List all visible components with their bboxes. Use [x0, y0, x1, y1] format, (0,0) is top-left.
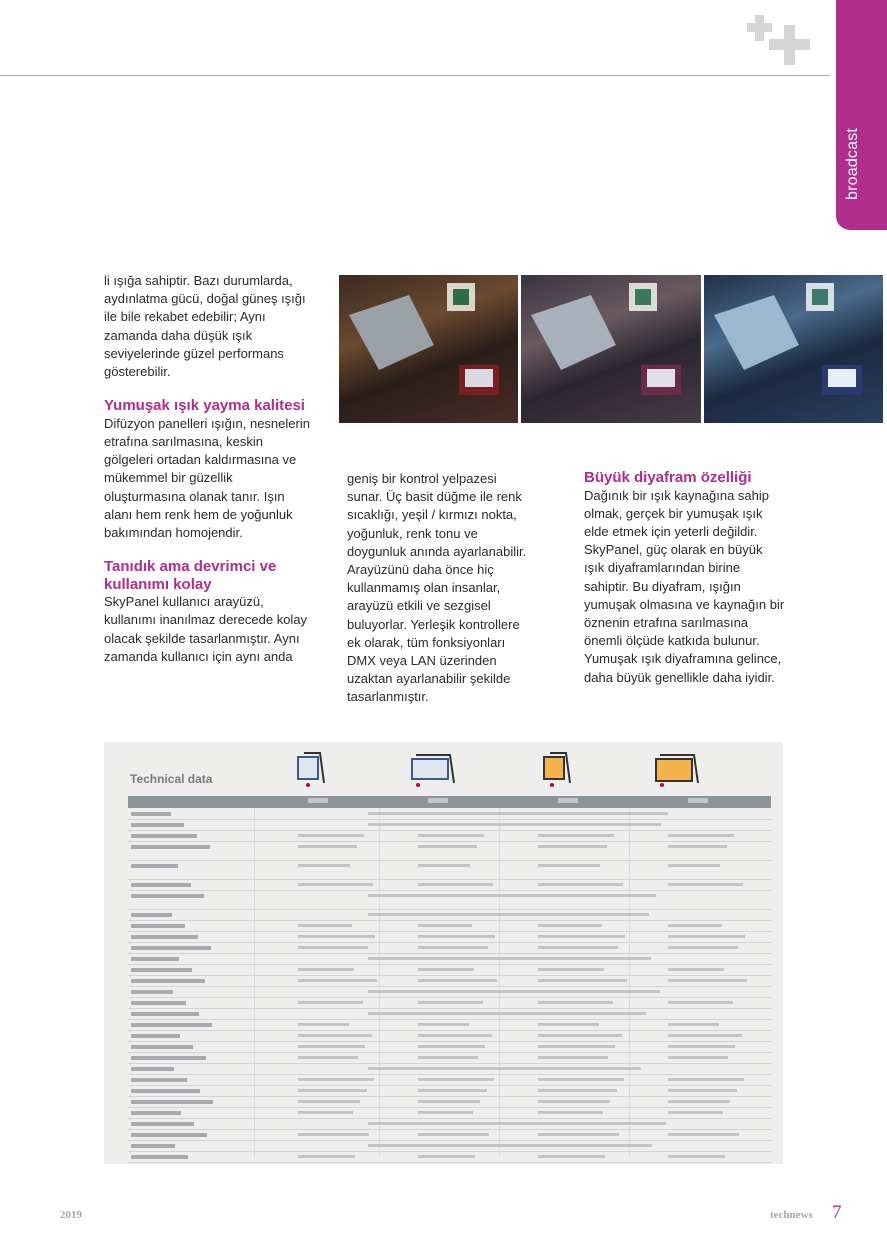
- table-row: [128, 1020, 771, 1031]
- photo-warm: [339, 275, 518, 423]
- table-row: [128, 1075, 771, 1086]
- column-1: [104, 272, 314, 666]
- table-row: [128, 891, 771, 910]
- col1-heading-2: Tanıdık ama devrimci ve kullanımı kolay: [104, 558, 277, 593]
- table-row: [128, 1042, 771, 1053]
- table-row: [128, 1064, 771, 1075]
- table-title: Technical data: [130, 772, 213, 786]
- table-row: [128, 861, 771, 880]
- table-row: [128, 831, 771, 842]
- footer-brand: technews: [770, 1209, 813, 1221]
- col1-body-1: Difüzyon panelleri ışığın, nesnelerin etrafına sarılmasına, keskin gölgeleri ortadan kaldırmasına ve mükemmel bir güzellik oluşturmasına olanak tanır. Işın alanı hem renk hem de yoğunluk bakımından homojendir.: [104, 415, 310, 540]
- table-row: [128, 932, 771, 943]
- table-row: [128, 1097, 771, 1108]
- col3-body: Dağınık bir ışık kaynağına sahip olmak, gerçek bir yumuşak ışık elde etmek için yeterli değildir. SkyPanel, güç olarak en büyük ışık diyaframlarından birine sahiptir. Bu diyafram, ışığın yumuşak olmasına ve kaynağın bir öznenin etrafına sarılmasına önemli ölçüde katkıda bulunur. Yumuşak ışık diyaframına gelince, daha büyük genellikle daha iyidir.: [584, 487, 785, 685]
- table-row: [128, 1108, 771, 1119]
- column-3: [584, 469, 786, 687]
- table-row: [128, 880, 771, 891]
- table-row: [128, 976, 771, 987]
- lamp-s60c-icon: [290, 749, 330, 794]
- table-row: [128, 809, 771, 820]
- table-row: [128, 965, 771, 976]
- table-row: [128, 842, 771, 861]
- table-row: [128, 1141, 771, 1152]
- table-row: [128, 1163, 771, 1164]
- lamp-s30rp-icon: [536, 749, 576, 794]
- table-row: [128, 910, 771, 921]
- col1-heading-1: Yumuşak ışık yayma kalitesi: [104, 397, 305, 415]
- footer-year: 2019: [60, 1209, 82, 1221]
- lamp-s60c-large-icon: [406, 749, 458, 794]
- photo-neutral: [521, 275, 701, 423]
- header-rule: [0, 75, 830, 76]
- col2-body: geniş bir kontrol yelpazesi sunar. Üç basit düğme ile renk sıcaklığı, yeşil / kırmızı nokta, yoğunluk, renk tonu ve doygunluk anında ayarlanabilir. Arayüzünü daha önce hiç kullanmamış olan insanlar, arayüzü etkili ve sezgisel buluyorlar. Yerleşik kontrollere ek olarak, tüm fonksiyonları DMX veya LAN üzerinden uzaktan ayarlanabilir şekilde tasarlanmıştır.: [347, 471, 527, 705]
- table-row: [128, 954, 771, 965]
- table-row: [128, 1086, 771, 1097]
- table-row: [128, 820, 771, 831]
- col1-body-2: SkyPanel kullanıcı arayüzü, kullanımı inanılmaz derecede kolay olacak şekilde tasarlanmıştır. Aynı zamanda kullanıcı için aynı anda: [104, 594, 308, 664]
- table-row: [128, 943, 771, 954]
- photo-cool: [704, 275, 883, 423]
- page-number: 7: [832, 1202, 842, 1223]
- technical-data-table: [104, 742, 783, 1164]
- col3-heading: Büyük diyafram özelliği: [584, 469, 752, 486]
- table-row: [128, 921, 771, 932]
- table-row: [128, 998, 771, 1009]
- lamp-s60rp-icon: [650, 749, 702, 794]
- table-row: [128, 1119, 771, 1130]
- table-row: [128, 987, 771, 998]
- table-header-row: [128, 796, 771, 808]
- table-row: [128, 1053, 771, 1064]
- table-row: [128, 1130, 771, 1141]
- col1-intro: li ışığa sahiptir. Bazı durumlarda, aydınlatma gücü, doğal güneş ışığı ile bile rekabet edebilir; Aynı zamanda daha düşük ışık seviyelerinde güzel performans gösterebilir.: [104, 273, 306, 380]
- table-row: [128, 1152, 771, 1163]
- table-row: [128, 1031, 771, 1042]
- section-tab-label: broadcast: [844, 127, 861, 200]
- table-row: [128, 1009, 771, 1020]
- section-tab: [836, 0, 887, 230]
- column-2: [347, 470, 527, 707]
